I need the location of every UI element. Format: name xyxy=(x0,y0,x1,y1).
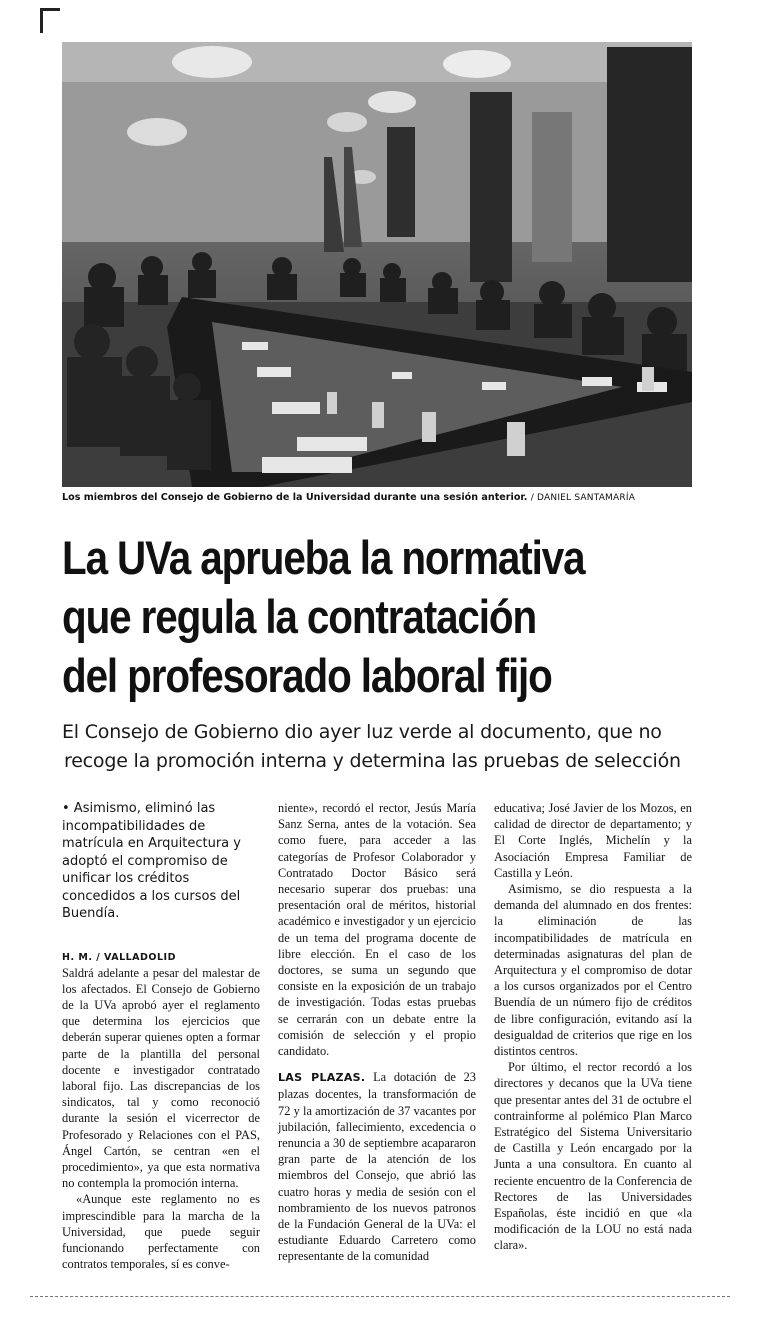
headline-line-1: La UVa aprueba la normativa xyxy=(62,531,585,584)
article-column-3 xyxy=(494,800,692,1254)
meeting-photo xyxy=(62,42,692,487)
headline-line-2: que regula la contratación xyxy=(62,590,537,643)
article-column-1 xyxy=(62,800,260,1272)
meeting-photo-illustration xyxy=(62,42,692,487)
subheadline-line-2: recoge la promoción interna y determina las pruebas de selección xyxy=(64,750,681,772)
subheadline-line-1: El Consejo de Gobierno dio ayer luz verde al documento, que no xyxy=(62,721,662,743)
headline-line-3: del profesorado laboral fijo xyxy=(62,649,552,702)
body-text: La dotación de 23 plazas docentes, la transformación de 72 y la amortización de 37 vacantes por jubilación, fallecimiento, excedencia o renuncia a 30 de septiembre acapararon gran parte de la atención de los miembros del Consejo, que abrió las cuatro horas y media de sesión con el nombramiento de los nuevos patronos de la Fundación General de la UVa: el estudiante Eduardo Carretero como representante de la comunidad xyxy=(278,1070,476,1264)
body-paragraph: Por último, el rector recordó a los directores y decanos que la UVa tiene que presentar antes del 31 de octubre el contrainforme al polémico Plan Marco Estratégico del Sistema Universitario de Castilla y León encargado por la Junta a una consultora. En cuanto al reciente encuentro de la Conferencia de Rectores de las Universidades Españolas, éste incidió en que «la modificación de la LOU no está nada clara». xyxy=(494,1060,692,1253)
crop-mark xyxy=(40,8,43,33)
summary-bullet: • Asimismo, eliminó las incompatibilidades de matrícula en Arquitectura y adoptó el compromiso de unificar los créditos concedidos a los cursos del Buendía. xyxy=(62,801,241,921)
subheadline xyxy=(62,718,702,776)
body-paragraph: educativa; José Javier de los Mozos, en calidad de director de departamento; y El Corte Inglés, Michelín y la Asociación Empresa Familiar de Castilla y León. xyxy=(494,801,692,880)
bottom-rule xyxy=(30,1296,730,1298)
headline xyxy=(62,528,647,705)
photo-caption xyxy=(62,492,702,503)
section-lead-in: LAS PLAZAS. xyxy=(278,1071,366,1085)
body-paragraph: niente», recordó el rector, Jesús María Sanz Serna, antes de la votación. Sea como fuere, para acceder a las categorías de Profesor Colaborador y Contratado Doctor Básico será necesario superar dos pruebas: una presentación oral de méritos, historial académico e investigador y un ejercicio de un tema del programa docente de libre elección. En el caso de los doctores, se suma un segundo que consiste en la exposición de un trabajo de investigación. Todas estas pruebas se cerrarán con un debate entre la comisión de selección y el propio candidato. xyxy=(278,801,476,1059)
photo-caption-text: Los miembros del Consejo de Gobierno de la Universidad durante una sesión anterior. xyxy=(62,492,528,503)
body-paragraph: Asimismo, se dio respuesta a la demanda del alumnado en dos frentes: la eliminación de las incompatibilidades de matrícula en determinadas asignaturas del plan de Arquitectura y el compromiso de dotar a los cursos organizados por el Centro Buendía de un número fijo de créditos de libre configuración, evitando así la desigualdad de criterios que rige en los distintos centros. xyxy=(494,882,692,1059)
byline: H. M. / VALLADOLID xyxy=(62,951,176,963)
body-paragraph-plazas xyxy=(278,1069,476,1264)
photo-credit: / DANIEL SANTAMARÍA xyxy=(530,493,636,503)
article-column-2 xyxy=(278,800,476,1265)
body-paragraph: Saldrá adelante a pesar del malestar de los afectados. El Consejo de Gobierno de la UVa aprobó ayer el reglamento que determina los ejercicios que deberán superar quienes opten a formar parte de la plantilla del personal docente e investigador contratado laboral fijo. Las discrepancias de los sindicatos, tal y como reconoció durante la sesión el vicerrector de Profesorado y Relaciones con el PAS, Ángel Cartón, se centran «en el procedimiento», ya que esta normativa no contempla la promoción interna. xyxy=(62,965,260,1191)
body-paragraph: «Aunque este reglamento no es imprescindible para la marcha de la Universidad, que puede seguir funcionando perfectamente con contratos temporales, sí es conve- xyxy=(62,1192,260,1272)
